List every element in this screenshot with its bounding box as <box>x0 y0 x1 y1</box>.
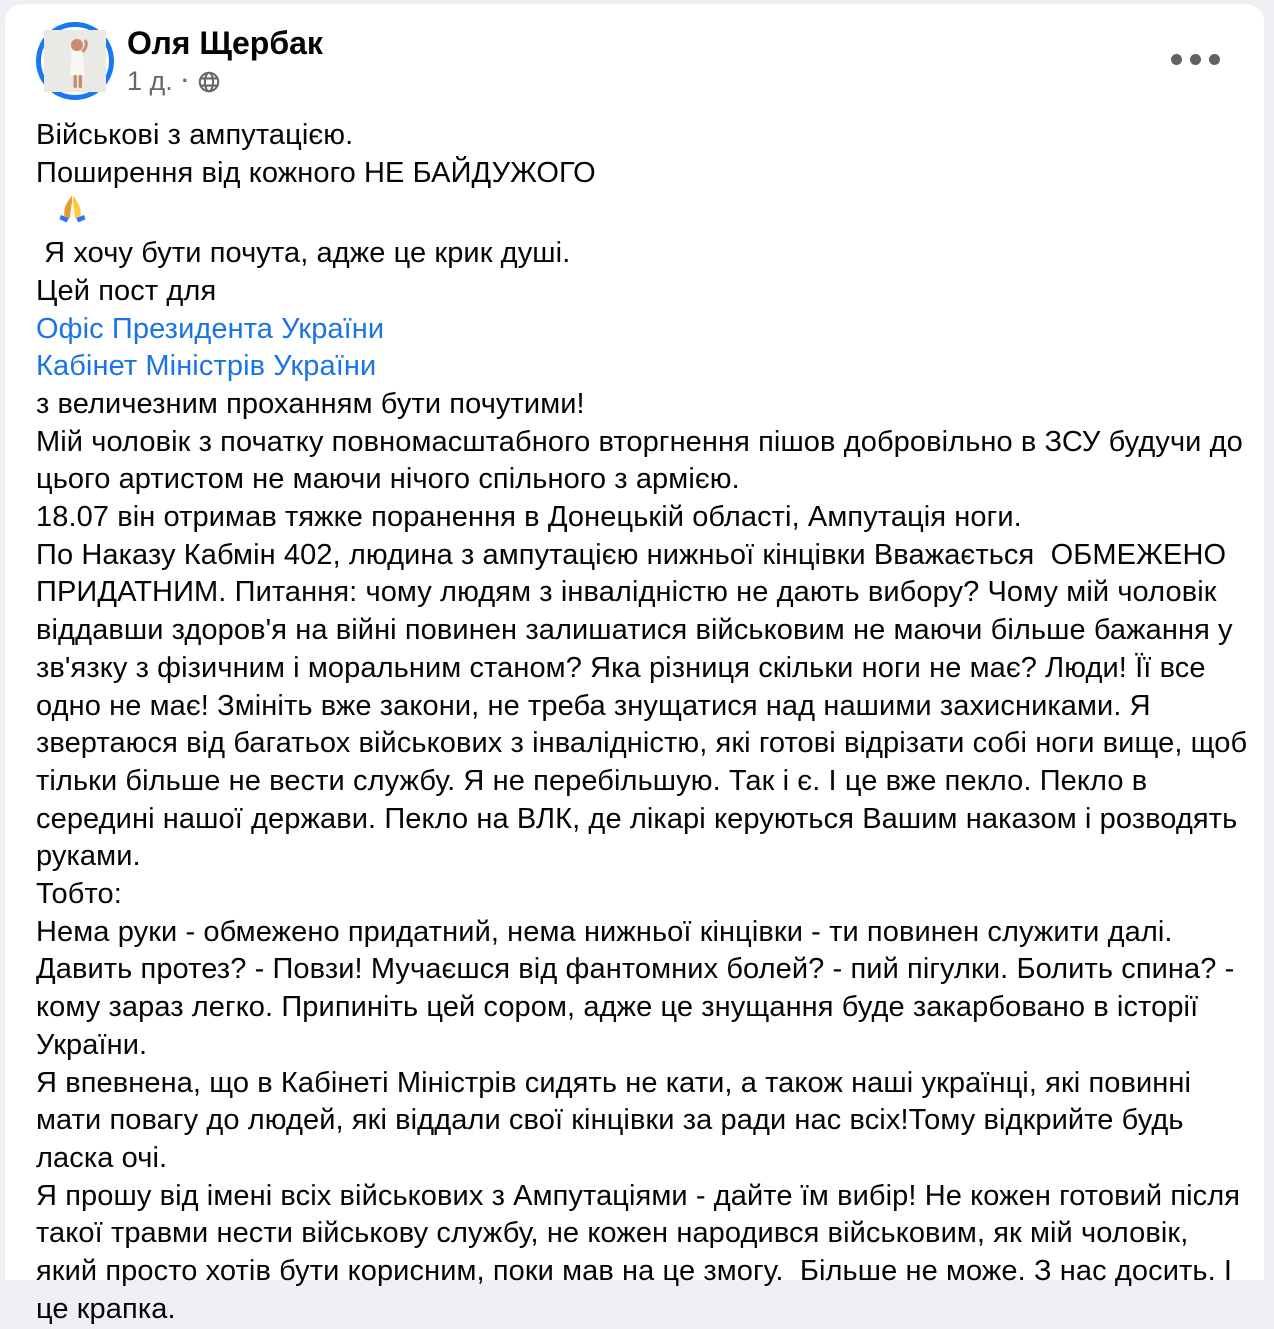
post-text-line: 18.07 він отримав тяжке поранення в Донецькій області, Ампутація ноги. <box>36 501 1022 534</box>
post-text-line: віддавши здоров'я на війні повинен залишатися військовим не маючи більше бажання у <box>36 614 1233 647</box>
post-text-line: Цей пост для <box>36 274 217 307</box>
post-text-line: який просто хотів бути корисним, поки мав на це змогу. Більше не може. З нас досить. І <box>36 1255 1233 1288</box>
post-text-line: тільки більше не вести службу. Я не перебільшую. Так і є. І це вже пекло. Пекло в <box>36 764 1148 797</box>
page-link[interactable]: Офіс Президента України <box>36 312 385 345</box>
post-text-line: такої травми нести військову службу, не кожен народився військовим, як мій чоловік, <box>36 1217 1189 1250</box>
post-text-line: Нема руки - обмежено придатний, нема нижньої кінцівки - ти повинен служити далі. <box>36 915 1173 948</box>
ellipsis-icon <box>1171 54 1182 65</box>
post-meta <box>127 66 323 96</box>
post-text-line: України. <box>36 1028 148 1061</box>
post-text-line: з величезним проханням бути почутими! <box>36 387 585 420</box>
post-text-line: Тобто: <box>36 878 122 911</box>
post-text-line: це крапка. <box>36 1292 176 1325</box>
ellipsis-icon <box>1209 54 1220 65</box>
header-info <box>127 22 323 96</box>
post-text <box>5 100 1264 1329</box>
post-text-line: мати повагу до людей, які віддали свої кінцівки за ради нас всіх!Тому відкрийте будь <box>36 1104 1184 1137</box>
post-text-line: кому зараз легко. Припиніть цей сором, адже це знущання буде закарбовано в історії <box>36 991 1199 1024</box>
avatar[interactable] <box>36 22 114 100</box>
post-card <box>5 4 1264 1325</box>
post-text-line: Військові з ампутацією. <box>36 119 354 151</box>
post-text-line: Я прошу від імені всіх військових з Ампутаціями - дайте їм вибір! Не кожен готовий після <box>36 1179 1241 1212</box>
post-text-line: Я впевнена, що в Кабінеті Міністрів сидять не кати, а також наші українці, які повинні <box>36 1066 1192 1099</box>
post-text-line: руками. <box>36 840 141 873</box>
post-text-line: середині нашої держави. Пекло на ВЛК, де лікарі керуються Вашим наказом і розводять <box>36 802 1238 835</box>
post-text-line: цього артистом не маючи нічого спільного з армією. <box>36 463 740 496</box>
post-text-line: ласка очі. <box>36 1141 168 1174</box>
post-timestamp[interactable]: 1 д. <box>127 66 173 96</box>
post-text-line: зв'язку з фізичним і моральним станом? Яка різниця скільки ноги не має? Люди! Її все <box>36 651 1206 684</box>
post-text-line: ПРИДАТНИМ. Питання: чому людям з інвалідністю не дають вибору? Чому мій чоловік <box>36 576 1217 609</box>
post-text-line: звертаюся від багатьох військових з інвалідністю, які готові відрізати собі ноги вище, щоб <box>36 727 1248 760</box>
post-menu-button[interactable] <box>1165 48 1226 71</box>
ellipsis-icon <box>1190 54 1201 65</box>
separator-dot: · <box>181 68 190 93</box>
page-link[interactable]: Кабінет Міністрів України <box>36 350 377 383</box>
globe-icon <box>198 71 220 93</box>
folded-hands-emoji <box>57 193 88 235</box>
person-photo <box>44 30 106 92</box>
post-text-line: По Наказу Кабмін 402, людина з ампутацією нижньої кінцівки Вважається ОБМЕЖЕНО <box>36 538 1227 571</box>
post-header <box>5 4 1264 100</box>
post-text-line: Мій чоловік з початку повномасштабного вторгнення пішов добровільно в ЗСУ будучи до <box>36 425 1243 458</box>
post-text-line: одно не має! Змініть вже закони, не треба знущатися над нашими захисниками. Я <box>36 689 1151 722</box>
author-name[interactable]: Оля Щербак <box>127 25 323 61</box>
post-text-line: Я хочу бути почута, адже це крик душі. <box>36 237 571 270</box>
post-text-line: Давить протез? - Повзи! Мучаєшся від фантомних болей? - пий пігулки. Болить спина? - <box>36 953 1235 986</box>
post-text-line: Поширення від кожного НЕ БАЙДУЖОГО <box>36 155 1240 235</box>
